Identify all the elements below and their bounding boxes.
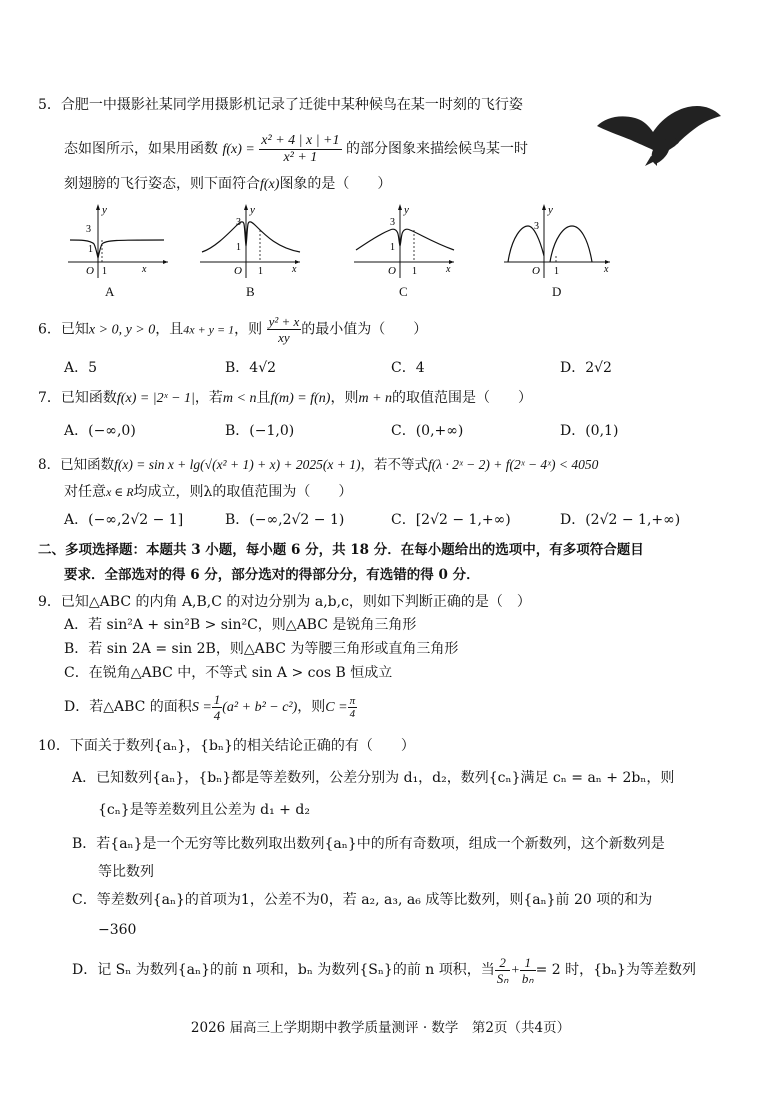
graph-c-x-label: x	[446, 264, 451, 275]
q7-stem-mid3: ，则	[330, 390, 359, 406]
q5-line3-pre: 刻翅膀的飞行姿态，则下面符合	[64, 176, 260, 192]
q10-d-post: = 2 时，{bₙ}为等差数列	[535, 962, 696, 978]
q7-stem-mid2: 且	[256, 390, 271, 406]
q7-stem-mid: ，若	[194, 390, 223, 406]
q10-stem: 10．下面关于数列{aₙ}，{bₙ}的相关结论正确的有（ ）	[38, 738, 415, 754]
q5-function-fraction	[259, 133, 341, 166]
q5-fraction-numerator: x² + 4 | x | +1	[261, 132, 340, 148]
graph-c-origin: O	[388, 265, 396, 277]
option-d-label: D	[552, 284, 562, 299]
q8-stem-mid: ，若不等式	[360, 457, 429, 473]
graph-d-three: 3	[534, 221, 539, 232]
q10-d-d1: Sₙ	[496, 970, 509, 986]
graph-a-three: 3	[86, 224, 91, 235]
q7-option-a: A．(−∞,0)	[64, 423, 136, 439]
q6-fraction	[267, 314, 302, 345]
q10-option-a-line2: {cₙ}是等差数列且公差为 d₁ + d₂	[98, 802, 310, 818]
q8-option-b: B．(−∞,2√2 − 1)	[225, 512, 345, 528]
q7-option-b: B．(−1,0)	[225, 423, 295, 439]
q9-d-expr: (a² + b² − c²)	[222, 700, 298, 715]
q6-stem-pre: 6．已知	[38, 321, 89, 338]
graph-b-y-one: 1	[236, 242, 241, 253]
graph-d-x-label: x	[604, 264, 609, 275]
q8-option-a: A．(−∞,2√2 − 1]	[64, 512, 184, 528]
q9-option-c: C．在锐角△ABC 中，不等式 sin A > cos B 恒成立	[64, 665, 393, 681]
q7-cond2: f(m) = f(n)	[270, 391, 331, 406]
q7-option-d: D．(0,1)	[560, 423, 619, 439]
q8-func: f(x) = sin x + lg(√(x² + 1) + x) + 2025(x + 1)	[114, 457, 361, 472]
graph-c	[350, 200, 460, 280]
q5-line3	[64, 174, 391, 195]
q10-d-n2: 1	[520, 955, 536, 971]
option-b-label: B	[246, 284, 255, 299]
q7-func: f(x) = |2ˣ − 1|	[116, 391, 195, 406]
q9-d-num: 1	[213, 691, 221, 707]
graph-a-y-label: y	[102, 204, 107, 216]
q10-d-plus: +	[510, 963, 520, 978]
q6-stem-post: 的最小值为（ ）	[301, 321, 428, 338]
q6-fraction-den: xy	[278, 330, 290, 345]
q6-stem-mid2: ，则	[234, 321, 263, 338]
graph-a-x-label: x	[142, 264, 147, 275]
q5-line3-post: 图象的是（ ）	[279, 176, 392, 192]
q7-option-c: C．(0,+∞)	[391, 423, 464, 439]
bird-silhouette-image	[595, 100, 723, 168]
graph-d-one: 1	[554, 266, 559, 277]
graph-b	[196, 200, 306, 280]
q8-line2-pre: 对任意	[64, 484, 106, 500]
q10-option-b-line2: 等比数列	[98, 864, 154, 880]
q8-ineq: f(λ · 2ˣ − 2) + f(2ˣ − 4ˣ) < 4050	[428, 457, 599, 472]
q10-d-n1: 2	[495, 955, 511, 971]
q10-option-a-line1: A．已知数列{aₙ}，{bₙ}都是等差数列，公差分别为 d₁，d₂，数列{cₙ}满足 cₙ = aₙ + 2bₙ，则	[72, 770, 675, 786]
graph-d-y-label: y	[548, 204, 553, 216]
q6-option-a: A．5	[64, 360, 98, 376]
q10-option-c-line1: C．等差数列{aₙ}的首项为1，公差不为0，若 a₂, a₃, a₆ 成等比数列，则{aₙ}前 20 项的和为	[72, 892, 653, 908]
q9-d-mid: ，则	[297, 699, 326, 715]
q6-option-b: B．4√2	[225, 360, 277, 376]
q9-option-a: A．若 sin²A + sin²B > sin²C，则△ABC 是锐角三角形	[64, 617, 417, 633]
q6-cond2: 4x + y = 1	[183, 322, 235, 337]
section2-line2: 要求．全部选对的得 6 分，部分选对的得部分分，有选错的得 0 分．	[64, 567, 480, 583]
option-a-label: A	[105, 284, 115, 299]
q9-option-d	[64, 690, 357, 725]
graph-c-one: 1	[412, 266, 417, 277]
q6-option-c: C．4	[391, 360, 425, 376]
q9-d-pre: D．若△ABC 的面积	[64, 699, 192, 715]
q8-option-c: C．[2√2 − 1,+∞)	[391, 512, 511, 528]
graph-a-y-one: 1	[88, 244, 93, 255]
graph-c-three: 3	[390, 217, 395, 228]
q9-d-c: C =	[325, 700, 348, 715]
q5-line2-post: 的部分图象来描绘候鸟某一时	[345, 141, 528, 157]
graph-b-y-label: y	[250, 204, 255, 216]
graph-a	[64, 200, 174, 280]
q5-line2	[64, 132, 528, 167]
q9-option-b: B．若 sin 2A = sin 2B，则△ABC 为等腰三角形或直角三角形	[64, 641, 459, 657]
q8-line2	[64, 482, 352, 502]
q10-option-c-line2: −360	[98, 922, 137, 938]
q9-d-den: 4	[213, 707, 221, 723]
q5-fraction-denominator: x² + 1	[283, 149, 318, 165]
q6-option-d: D．2√2	[560, 360, 612, 376]
graph-a-one: 1	[102, 266, 107, 277]
graph-d-origin: O	[532, 265, 540, 277]
graph-c-y-label: y	[404, 204, 409, 216]
graph-a-origin: O	[86, 265, 94, 277]
q6-stem-mid: ，且	[155, 321, 184, 338]
q7-stem-pre: 7．已知函数	[38, 390, 117, 406]
graph-b-three: 3	[236, 217, 241, 228]
q10-option-d	[72, 952, 696, 989]
q6-cond1: x > 0, y > 0	[88, 322, 156, 338]
q5-line3-func: f(x)	[260, 177, 280, 192]
q5-line2-pre: 态如图所示，如果用函数	[64, 141, 218, 157]
q9-d-s: S =	[191, 700, 212, 715]
graph-c-y-one: 1	[390, 242, 395, 253]
q9-d-cnum: π	[349, 694, 356, 707]
q8-stem-pre: 8．已知函数	[38, 457, 115, 473]
q10-d-frac1	[495, 955, 511, 986]
graph-b-x-label: x	[292, 264, 297, 275]
q5-line1: 5．合肥一中摄影社某同学用摄影机记录了迁徙中某种候鸟在某一时刻的飞行姿	[38, 97, 523, 113]
q10-d-pre: D．记 Sₙ 为数列{aₙ}的前 n 项和，bₙ 为数列{Sₙ}的前 n 项积，当	[72, 962, 495, 978]
graph-b-one: 1	[258, 266, 263, 277]
q8-stem	[38, 455, 598, 475]
option-c-label: C	[399, 284, 408, 299]
q6-fraction-num: y² + x	[268, 314, 300, 329]
q8-line2-cond: x ∈ R	[106, 485, 134, 499]
q9-d-fraction	[212, 692, 223, 723]
q9-d-c-fraction	[348, 695, 358, 720]
q7-expr: m + n	[358, 391, 393, 406]
q10-d-frac2	[520, 955, 536, 986]
q8-option-d: D．(2√2 − 1,+∞)	[560, 512, 681, 528]
graph-b-origin: O	[234, 265, 242, 277]
q9-d-cden: 4	[349, 707, 356, 720]
q10-d-d2: bₙ	[521, 970, 534, 986]
page-footer: 2026 届高三上学期期中教学质量测评 · 数学 第2页（共4页）	[190, 1020, 571, 1036]
q8-line2-post: 均成立，则λ的取值范围为（ ）	[133, 484, 353, 500]
q7-cond: m < n	[222, 391, 257, 406]
q7-stem-post: 的取值范围是（ ）	[392, 390, 533, 406]
q7-stem	[38, 388, 532, 409]
q6-stem	[38, 314, 427, 346]
graph-d	[500, 200, 615, 280]
section2-line1: 二、多项选择题：本题共 3 小题，每小题 6 分，共 18 分．在每小题给出的选项中，有多项符合题目	[38, 542, 644, 558]
q9-stem: 9．已知△ABC 的内角 A,B,C 的对边分别为 a,b,c，则如下判断正确的是（ ）	[38, 594, 531, 610]
q10-option-b-line1: B．若{aₙ}是一个无穷等比数列取出数列{aₙ}中的所有奇数项，组成一个新数列，这个新数列是	[72, 836, 665, 852]
q5-function-name: f(x) =	[222, 142, 255, 157]
